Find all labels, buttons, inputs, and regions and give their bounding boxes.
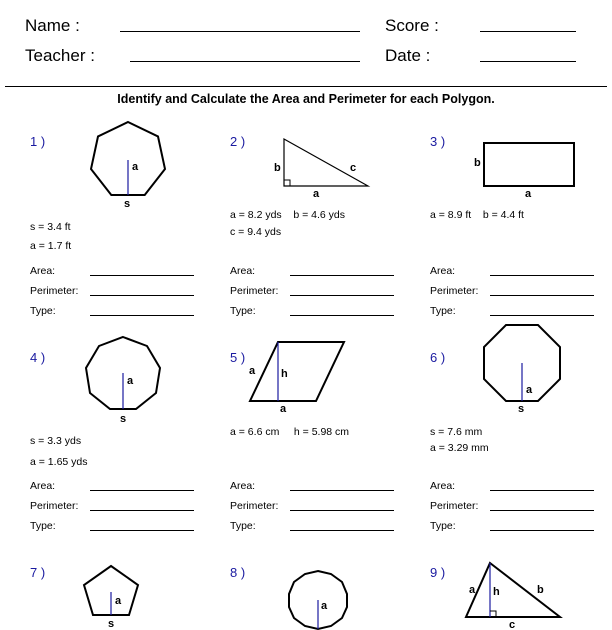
problem-2-area-answer[interactable] <box>290 275 394 276</box>
name-field-line[interactable] <box>120 31 360 32</box>
problem-2-type-label: Type: <box>230 305 256 317</box>
name-label: Name : <box>25 16 80 35</box>
problem-1-area-answer[interactable] <box>90 275 194 276</box>
problem-4-value-2: a = 1.65 yds <box>30 456 88 468</box>
problem-2-value-2: c = 9.4 yds <box>230 226 282 238</box>
problem-5-type-label: Type: <box>230 520 256 532</box>
problem-4-area-answer[interactable] <box>90 490 194 491</box>
problem-2-perimeter-label: Perimeter: <box>230 285 279 297</box>
score-label: Score : <box>385 16 439 35</box>
problem-2-type-answer[interactable] <box>290 315 394 316</box>
problem-5-value-1: a = 6.6 cm h = 5.98 cm <box>230 426 350 438</box>
problem-5-label-a: a <box>249 365 256 377</box>
problem-4-type-answer[interactable] <box>90 530 194 531</box>
date-label: Date : <box>385 46 431 65</box>
problem-1-value-1: s = 3.4 ft <box>30 221 71 233</box>
problem-2-value-1: a = 8.2 yds b = 4.6 yds <box>230 209 345 221</box>
problem-5-area-answer[interactable] <box>290 490 394 491</box>
problem-6-label-a: a <box>526 384 533 396</box>
problem-8-number: 8 ) <box>230 565 246 580</box>
problem-6-perimeter-answer[interactable] <box>490 510 594 511</box>
problem-6-type-answer[interactable] <box>490 530 594 531</box>
problem-9-number: 9 ) <box>430 565 446 580</box>
score-field-line[interactable] <box>480 31 576 32</box>
problem-5-perimeter-label: Perimeter: <box>230 500 279 512</box>
problem-4-label-s: s <box>120 413 127 425</box>
problem-2-area-label: Area: <box>230 265 256 277</box>
problem-6-number: 6 ) <box>430 350 446 365</box>
problem-2-label-b: b <box>274 162 281 174</box>
teacher-field-line[interactable] <box>130 61 360 62</box>
problem-5-type-answer[interactable] <box>290 530 394 531</box>
teacher-label: Teacher : <box>25 46 95 65</box>
problem-2-perimeter-answer[interactable] <box>290 295 394 296</box>
problem-6-area-answer[interactable] <box>490 490 594 491</box>
problem-4-perimeter-label: Perimeter: <box>30 500 79 512</box>
problem-3-value-1: a = 8.9 ft b = 4.4 ft <box>430 209 524 221</box>
problem-5-perimeter-answer[interactable] <box>290 510 394 511</box>
problem-1-label-a: a <box>132 161 139 173</box>
problem-6-label-s: s <box>518 403 525 415</box>
problem-4-area-label: Area: <box>30 480 56 492</box>
problem-3-type-answer[interactable] <box>490 315 594 316</box>
problem-6-perimeter-label: Perimeter: <box>430 500 479 512</box>
problem-9-label-a: a <box>469 584 476 596</box>
problem-1-area-label: Area: <box>30 265 56 277</box>
problem-5-number: 5 ) <box>230 350 246 365</box>
header-divider <box>5 86 607 87</box>
problem-2-label-a: a <box>313 188 320 200</box>
problem-6-area-label: Area: <box>430 480 456 492</box>
problem-7-number: 7 ) <box>30 565 46 580</box>
problem-1-type-answer[interactable] <box>90 315 194 316</box>
problem-2-label-c: c <box>350 162 357 174</box>
problem-9-label-h: h <box>493 586 500 598</box>
problem-4-type-label: Type: <box>30 520 56 532</box>
problem-3-label-a: a <box>525 188 532 200</box>
problem-1-perimeter-label: Perimeter: <box>30 285 79 297</box>
problem-4-number: 4 ) <box>30 350 46 365</box>
problem-1-perimeter-answer[interactable] <box>90 295 194 296</box>
problem-3-label-b: b <box>474 157 481 169</box>
problem-3-perimeter-answer[interactable] <box>490 295 594 296</box>
problem-5-label-a-base: a <box>280 403 287 415</box>
problem-9-label-c: c <box>509 619 516 630</box>
problem-4-perimeter-answer[interactable] <box>90 510 194 511</box>
worksheet-title: Identify and Calculate the Area and Perimeter for each Polygon. <box>117 92 495 106</box>
problem-5-area-label: Area: <box>230 480 256 492</box>
problem-3-number: 3 ) <box>430 134 446 149</box>
problem-6-value-2: a = 3.29 mm <box>430 442 489 454</box>
problem-6-value-1: s = 7.6 mm <box>430 426 483 438</box>
problem-1-value-2: a = 1.7 ft <box>30 240 72 252</box>
problem-1-label-s: s <box>124 198 131 210</box>
problem-3-area-answer[interactable] <box>490 275 594 276</box>
problem-7-label-s: s <box>108 618 115 630</box>
problem-6-type-label: Type: <box>430 520 456 532</box>
problem-3-area-label: Area: <box>430 265 456 277</box>
problem-5-label-h: h <box>281 368 288 380</box>
problem-7-label-a: a <box>115 595 122 607</box>
problem-4-label-a: a <box>127 375 134 387</box>
problem-4-value-1: s = 3.3 yds <box>30 435 82 447</box>
problem-8-label-a: a <box>321 600 328 612</box>
problem-3-perimeter-label: Perimeter: <box>430 285 479 297</box>
problem-1-type-label: Type: <box>30 305 56 317</box>
problem-2-number: 2 ) <box>230 134 246 149</box>
date-field-line[interactable] <box>480 61 576 62</box>
problem-1-number: 1 ) <box>30 134 46 149</box>
problem-3-type-label: Type: <box>430 305 456 317</box>
problem-9-label-b: b <box>537 584 544 596</box>
